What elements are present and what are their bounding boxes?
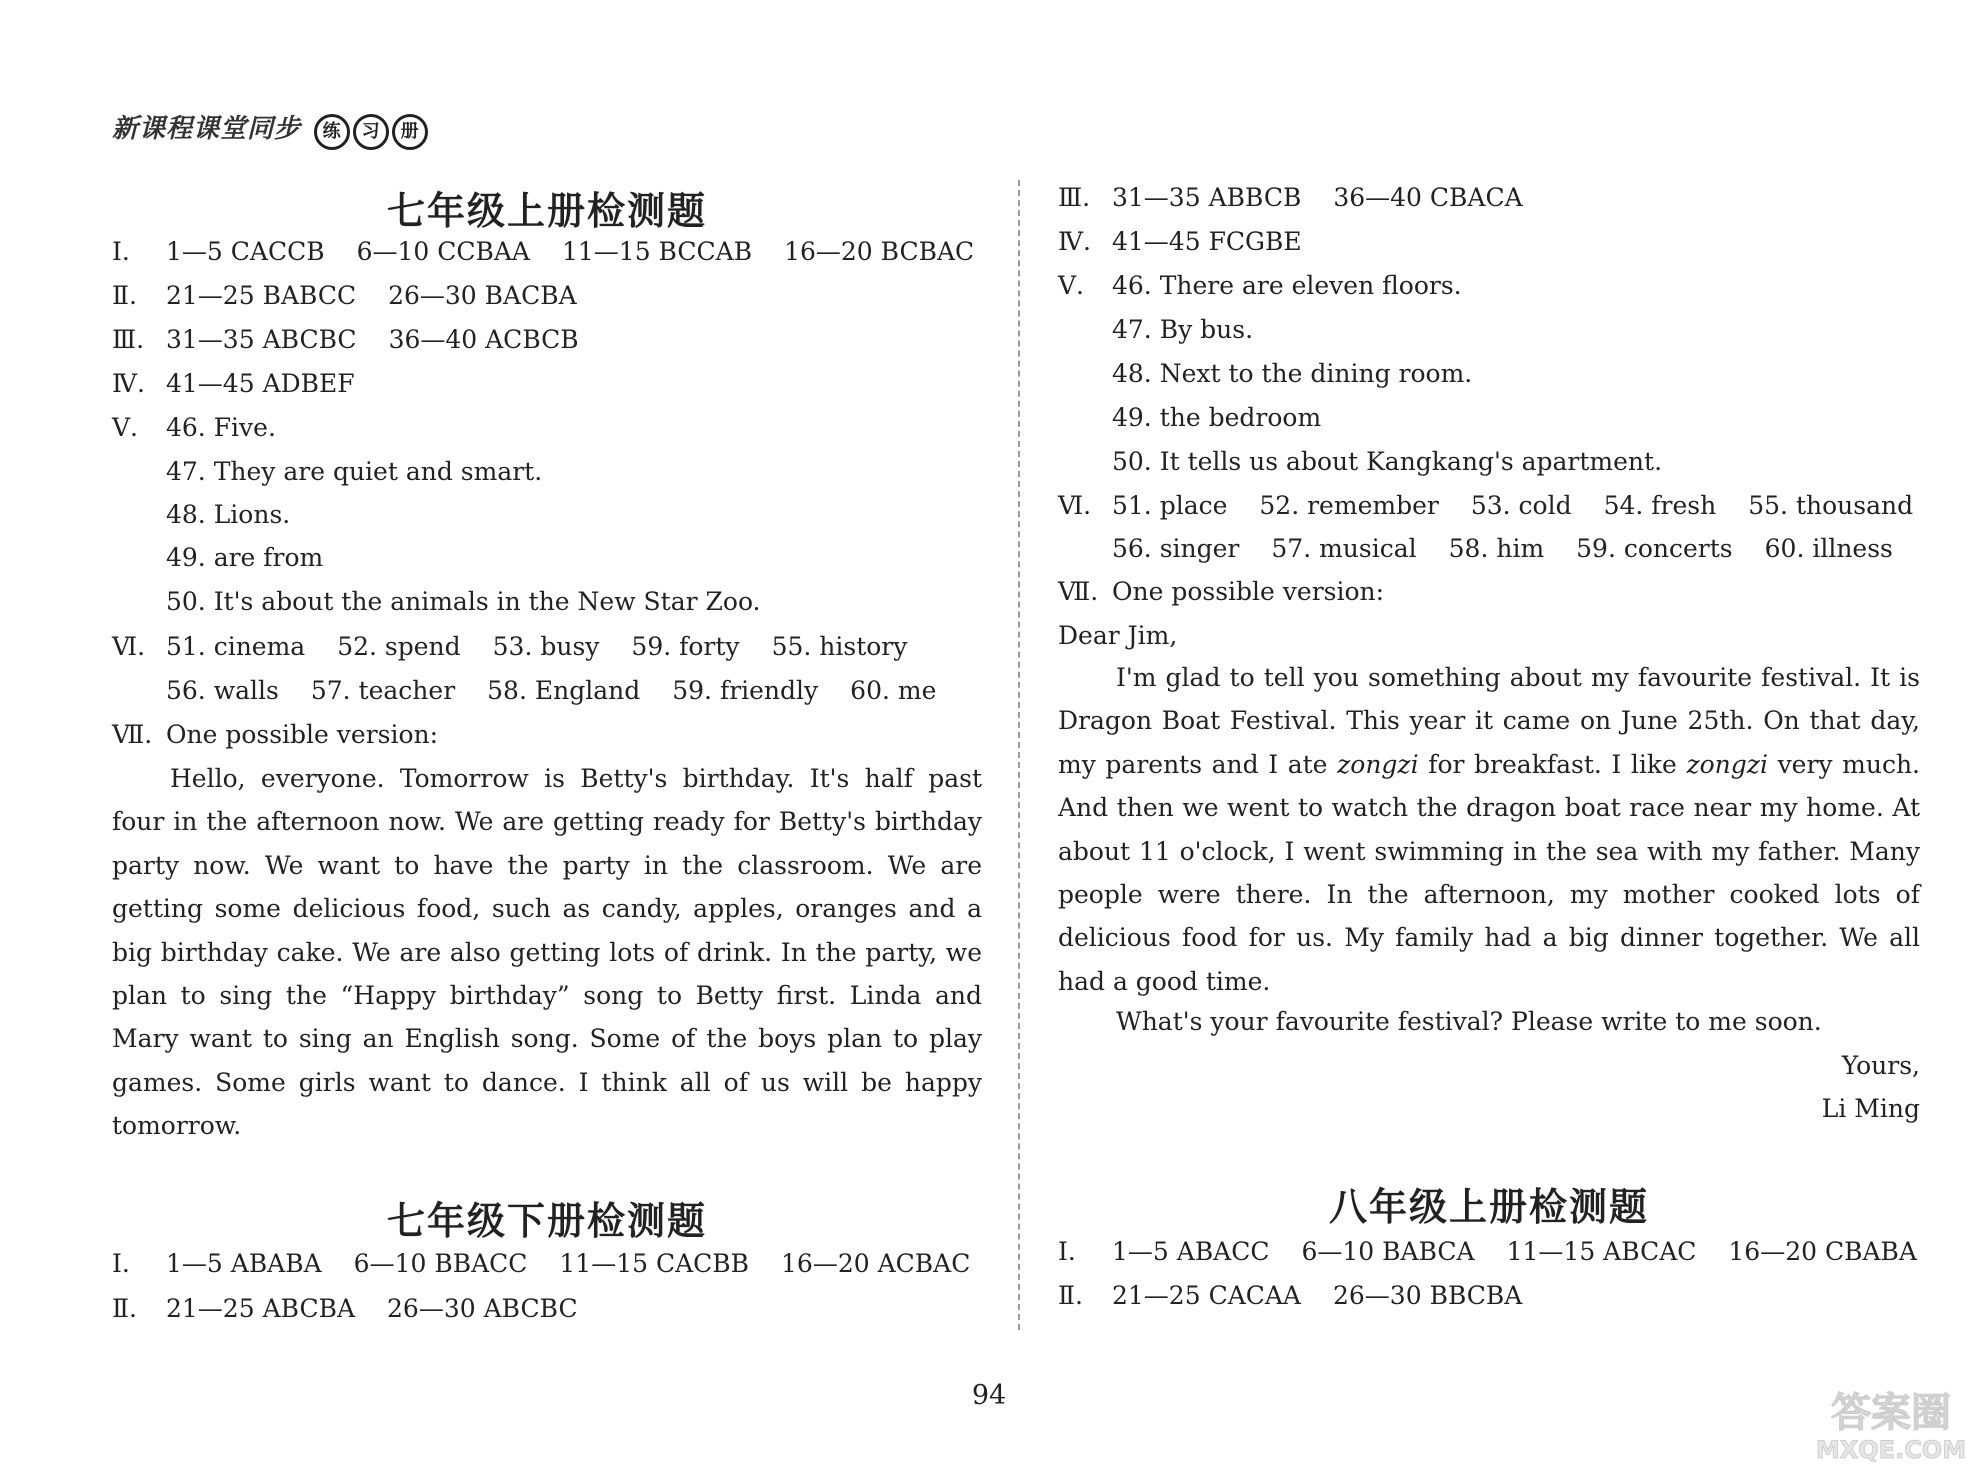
answer-line bbox=[1058, 488, 1945, 524]
answer-group: 46. There are eleven floors. bbox=[1112, 271, 1462, 300]
answer-subline: 49. the bedroom bbox=[1112, 403, 1322, 432]
watermark-logo bbox=[1806, 1382, 1976, 1464]
answer-group: 53. cold bbox=[1470, 491, 1572, 520]
answer-group: 6—10 CCBAA bbox=[356, 237, 530, 266]
answer-group: 11—15 ABCAC bbox=[1506, 1237, 1697, 1266]
book-series-header bbox=[112, 108, 428, 150]
answer-subline: 47. They are quiet and smart. bbox=[166, 457, 543, 486]
answer-group: 26—30 BBCBA bbox=[1333, 1281, 1523, 1310]
section-numeral: Ⅰ. bbox=[112, 237, 130, 266]
answer-group: 31—35 ABCBC bbox=[166, 325, 357, 354]
answer-group: 41—45 ADBEF bbox=[166, 369, 355, 398]
watermark-title: 答案圈 bbox=[1831, 1390, 1951, 1436]
answer-line bbox=[1058, 1234, 1949, 1270]
answer-group: 16—20 BCBAC bbox=[784, 237, 975, 266]
answer-group: 1—5 ABACC bbox=[1112, 1237, 1270, 1266]
letter-text: for breakfast. I like bbox=[1428, 749, 1677, 779]
letter-body bbox=[1058, 656, 1920, 1003]
answer-group: 57. musical bbox=[1271, 534, 1417, 563]
answer-group: 59. forty bbox=[631, 632, 740, 661]
section-numeral: Ⅰ. bbox=[112, 1249, 130, 1278]
answer-line bbox=[112, 366, 387, 402]
letter-closing-line: What's your favourite festival? Please write to me soon. bbox=[1116, 1007, 1822, 1036]
answer-group: 51. cinema bbox=[166, 632, 306, 661]
answer-group: 54. fresh bbox=[1603, 491, 1717, 520]
circle-char-3: 册 bbox=[392, 114, 428, 150]
version-label: One possible version: bbox=[1112, 577, 1385, 606]
section-title-grade7-vol1: 七年级上册检测题 bbox=[386, 189, 707, 233]
italic-word: zongzi bbox=[1337, 749, 1419, 779]
answer-group: 16—20 ACBAC bbox=[781, 1249, 971, 1278]
section-numeral: Ⅳ. bbox=[112, 369, 145, 398]
circle-char-2: 习 bbox=[353, 114, 389, 150]
answer-group: 55. history bbox=[771, 632, 908, 661]
answer-subline bbox=[166, 673, 968, 709]
essay-paragraph: Hello, everyone. Tomorrow is Betty's birthday. It's half past four in the afternoon now. We are getting ready for Betty's birthday party now. We want to have the party in the classroom. We are getting some delicious food, such as candy, apples, oranges and a big birthday cake. We are also getting lots of drink. In the party, we plan to sing the “Happy birthday” song to Betty first. Linda and Mary want to sing an English song. Some of the boys plan to play games. Some girls want to dance. I think all of us will be happy tomorrow. bbox=[112, 764, 982, 1141]
section-numeral: Ⅳ. bbox=[1058, 227, 1091, 256]
answer-group: 58. England bbox=[487, 676, 641, 705]
italic-word: zongzi bbox=[1686, 749, 1768, 779]
answer-group: 16—20 CBABA bbox=[1728, 1237, 1917, 1266]
section-title-grade8-vol1: 八年级上册检测题 bbox=[1328, 1185, 1649, 1229]
answer-group: 56. walls bbox=[166, 676, 279, 705]
letter-text: I'm glad to tell you something about my favourite festival. It is Dragon Boat Festival. This year it came on June 25th. On that day, my parents and I ate bbox=[1058, 663, 1920, 779]
answer-line bbox=[112, 410, 308, 446]
answer-group: 59. concerts bbox=[1576, 534, 1733, 563]
watermark-url: MXQE.COM bbox=[1815, 1436, 1967, 1464]
section-numeral: Ⅵ. bbox=[1058, 491, 1092, 520]
letter-greeting: Dear Jim, bbox=[1058, 621, 1178, 650]
answer-subline bbox=[1112, 531, 1925, 567]
answer-line bbox=[112, 278, 609, 314]
section-numeral: Ⅱ. bbox=[1058, 1281, 1083, 1310]
answer-line bbox=[1058, 268, 1494, 304]
section-numeral: Ⅲ. bbox=[1058, 183, 1091, 212]
answer-group: 21—25 CACAA bbox=[1112, 1281, 1301, 1310]
answer-group: 26—30 BACBA bbox=[388, 281, 577, 310]
answer-group: 36—40 ACBCB bbox=[388, 325, 579, 354]
answer-group: 11—15 CACBB bbox=[559, 1249, 750, 1278]
answer-line bbox=[112, 322, 611, 358]
answer-line bbox=[112, 1246, 1002, 1282]
answer-line bbox=[112, 234, 1006, 270]
answer-group: 11—15 BCCAB bbox=[561, 237, 753, 266]
series-name: 新课程课堂同步 bbox=[112, 114, 302, 144]
section-title-grade7-vol2: 七年级下册检测题 bbox=[386, 1199, 707, 1243]
answer-group: 46. Five. bbox=[166, 413, 276, 442]
answer-group: 1—5 ABABA bbox=[166, 1249, 322, 1278]
answer-group: 51. place bbox=[1112, 491, 1228, 520]
letter-closing: Yours, bbox=[1841, 1051, 1920, 1080]
answer-group: 58. him bbox=[1448, 534, 1545, 563]
answer-group: 31—35 ABBCB bbox=[1112, 183, 1302, 212]
answer-group: 21—25 ABCBA bbox=[166, 1294, 356, 1323]
section-numeral: Ⅵ. bbox=[112, 632, 146, 661]
section-numeral: Ⅴ. bbox=[1058, 271, 1085, 300]
answer-group: 57. teacher bbox=[310, 676, 456, 705]
section-numeral: Ⅱ. bbox=[112, 1294, 137, 1323]
answer-group: 53. busy bbox=[492, 632, 600, 661]
answer-line bbox=[1058, 574, 1384, 610]
section-numeral: Ⅴ. bbox=[112, 413, 139, 442]
answer-group: 36—40 CBACA bbox=[1333, 183, 1523, 212]
answer-line bbox=[112, 629, 939, 665]
answer-line bbox=[112, 717, 438, 753]
answer-line bbox=[1058, 180, 1555, 216]
answer-group: 59. friendly bbox=[672, 676, 819, 705]
version-label: One possible version: bbox=[166, 720, 439, 749]
answer-group: 56. singer bbox=[1112, 534, 1240, 563]
section-numeral: Ⅰ. bbox=[1058, 1237, 1076, 1266]
section-numeral: Ⅱ. bbox=[112, 281, 137, 310]
answer-group: 6—10 BABCA bbox=[1301, 1237, 1475, 1266]
answer-group: 1—5 CACCB bbox=[166, 237, 325, 266]
answer-group: 26—30 ABCBC bbox=[387, 1294, 578, 1323]
answer-group: 60. me bbox=[850, 676, 937, 705]
answer-group: 52. remember bbox=[1259, 491, 1439, 520]
answer-subline: 47. By bus. bbox=[1112, 315, 1254, 344]
answer-subline: 48. Next to the dining room. bbox=[1112, 359, 1473, 388]
section-numeral: Ⅶ. bbox=[112, 720, 153, 749]
answer-subline: 50. It's about the animals in the New Star Zoo. bbox=[166, 587, 761, 616]
answer-subline: 48. Lions. bbox=[166, 500, 291, 529]
answer-group: 41—45 FCGBE bbox=[1112, 227, 1302, 256]
answer-group: 21—25 BABCC bbox=[166, 281, 357, 310]
section-numeral: Ⅶ. bbox=[1058, 577, 1099, 606]
answer-group: 6—10 BBACC bbox=[353, 1249, 528, 1278]
answer-subline: 50. It tells us about Kangkang's apartment. bbox=[1112, 447, 1663, 476]
answer-line bbox=[1058, 224, 1334, 260]
answer-subline: 49. are from bbox=[166, 543, 324, 572]
page-number: 94 bbox=[971, 1380, 1007, 1411]
column-divider bbox=[1018, 180, 1020, 1330]
answer-line bbox=[1058, 1278, 1554, 1314]
section-numeral: Ⅲ. bbox=[112, 325, 145, 354]
answer-group: 55. thousand bbox=[1748, 491, 1914, 520]
circle-char-1: 练 bbox=[314, 114, 350, 150]
answer-line bbox=[112, 1291, 610, 1327]
answer-group: 52. spend bbox=[337, 632, 461, 661]
answer-group: 60. illness bbox=[1764, 534, 1893, 563]
letter-signature: Li Ming bbox=[1821, 1094, 1920, 1123]
letter-text: very much. And then we went to watch the dragon boat race near my home. At about 11 o'clock, I went swimming in the sea with my father. Many people were there. In the afternoon, my mother cooked lots of delicious food for us. My family had a big dinner together. We all had a good time. bbox=[1058, 749, 1921, 996]
